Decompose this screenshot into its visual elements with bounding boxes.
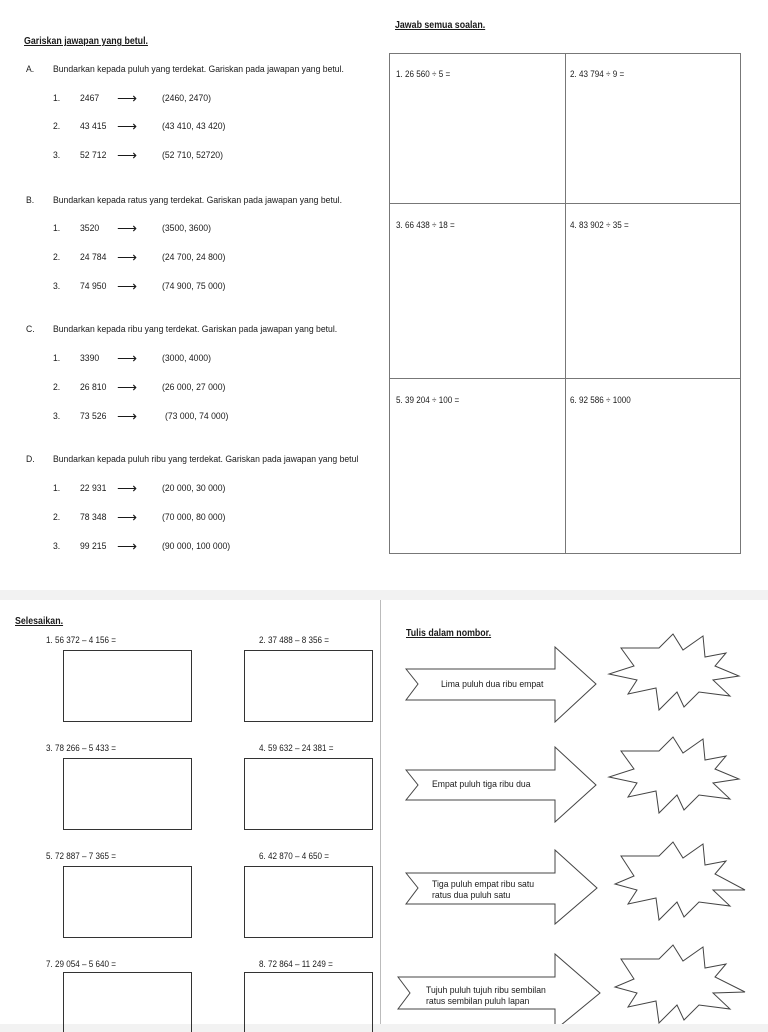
right-heading: Jawab semua soalan.: [395, 20, 486, 31]
number-words-line: ratus dua puluh satu: [432, 890, 511, 900]
question-label: 5. 39 204 ÷ 100 =: [396, 395, 460, 405]
section-instruction: Bundarkan kepada puluh yang terdekat. Gariskan pada jawapan yang betul.: [53, 64, 344, 75]
item-number: 1.: [53, 93, 61, 104]
item-number: 3.: [53, 281, 61, 292]
starburst-shape: [609, 634, 739, 710]
item-value: 24 784: [80, 252, 107, 263]
item-options[interactable]: (20 000, 30 000): [162, 483, 226, 494]
instruction-clip: [53, 454, 377, 468]
item-options[interactable]: (70 000, 80 000): [162, 512, 226, 523]
item-value: 26 810: [80, 382, 107, 393]
item-number: 3.: [53, 411, 61, 422]
question-label: 6. 42 870 – 4 650 =: [259, 851, 329, 861]
answer-cell[interactable]: [390, 54, 566, 204]
arrow-icon: ⟶: [117, 147, 138, 163]
item-options[interactable]: (26 000, 27 000): [162, 382, 226, 393]
starburst-shape: [615, 945, 745, 1023]
item-value: 73 526: [80, 411, 107, 422]
question-label: 1. 56 372 – 4 156 =: [46, 635, 116, 645]
section-letter: A.: [26, 64, 35, 75]
item-options[interactable]: (24 700, 24 800): [162, 252, 226, 263]
section-instruction: Bundarkan kepada puluh ribu yang terdekat. Gariskan pada jawapan yang betul: [53, 454, 359, 465]
arrow-icon: ⟶: [117, 350, 138, 366]
starburst-shape: [615, 842, 745, 920]
item-value: 78 348: [80, 512, 107, 523]
answer-cell[interactable]: [566, 204, 741, 379]
question-label: 2. 43 794 ÷ 9 =: [570, 69, 625, 79]
question-label: 3. 78 266 – 5 433 =: [46, 743, 116, 753]
item-options[interactable]: (74 900, 75 000): [162, 281, 226, 292]
left-heading: Selesaikan.: [15, 616, 64, 627]
arrow-icon: ⟶: [117, 379, 138, 395]
item-options[interactable]: (73 000, 74 000): [165, 411, 229, 422]
right-heading: Tulis dalam nombor.: [406, 628, 492, 639]
arrow-icon: ⟶: [117, 538, 138, 554]
section-letter: D.: [26, 454, 35, 465]
arrow-icon: ⟶: [117, 249, 138, 265]
answer-cell[interactable]: [566, 54, 741, 204]
item-options[interactable]: (90 000, 100 000): [162, 541, 231, 552]
section-letter: B.: [26, 195, 35, 206]
item-value: 22 931: [80, 483, 107, 494]
item-number: 3.: [53, 541, 61, 552]
answer-cell[interactable]: [566, 379, 741, 553]
item-value: 2467: [80, 93, 100, 104]
arrow-icon: ⟶: [117, 278, 138, 294]
item-number: 1.: [53, 483, 61, 494]
item-options[interactable]: (52 710, 52720): [162, 150, 223, 161]
number-words-line: Tiga puluh empat ribu satu: [432, 879, 535, 889]
arrow-icon: ⟶: [117, 480, 138, 496]
number-words-line: Lima puluh dua ribu empat: [441, 679, 544, 689]
column-divider: [380, 600, 381, 1024]
item-value: 43 415: [80, 121, 107, 132]
question-label: 4. 59 632 – 24 381 =: [259, 743, 334, 753]
item-options[interactable]: (3000, 4000): [162, 353, 211, 364]
question-label: 3. 66 438 ÷ 18 =: [396, 220, 455, 230]
item-value: 3390: [80, 353, 100, 364]
worksheet-bottom: [0, 600, 768, 1024]
arrow-icon: ⟶: [117, 509, 138, 525]
left-heading: Gariskan jawapan yang betul.: [24, 36, 148, 47]
arrow-icon: ⟶: [117, 408, 138, 424]
item-options[interactable]: (2460, 2470): [162, 93, 211, 104]
section-instruction: Bundarkan kepada ribu yang terdekat. Gariskan pada jawapan yang betul.: [53, 324, 338, 335]
item-number: 2.: [53, 382, 61, 393]
number-words-line: Tujuh puluh tujuh ribu sembilan: [426, 985, 546, 995]
question-label: 8. 72 864 – 11 249 =: [259, 959, 333, 969]
item-value: 99 215: [80, 541, 107, 552]
question-label: 7. 29 054 – 5 640 =: [46, 959, 116, 969]
answer-cell[interactable]: [390, 379, 566, 553]
section-instruction: Bundarkan kepada ratus yang terdekat. Gariskan pada jawapan yang betul.: [53, 195, 342, 206]
item-value: 74 950: [80, 281, 107, 292]
number-words-line: ratus sembilan puluh lapan: [426, 996, 530, 1006]
item-number: 3.: [53, 150, 61, 161]
arrow-icon: ⟶: [117, 118, 138, 134]
number-words-art: [0, 600, 768, 1024]
item-number: 2.: [53, 512, 61, 523]
item-value: 52 712: [80, 150, 107, 161]
number-words-line: Empat puluh tiga ribu dua: [432, 779, 531, 789]
question-label: 1. 26 560 ÷ 5 =: [396, 69, 451, 79]
question-label: 2. 37 488 – 8 356 =: [259, 635, 329, 645]
question-label: 6. 92 586 ÷ 1000: [570, 395, 631, 405]
division-answer-grid: [389, 53, 741, 554]
question-label: 4. 83 902 ÷ 35 =: [570, 220, 629, 230]
item-value: 3520: [80, 223, 100, 234]
item-options[interactable]: (43 410, 43 420): [162, 121, 226, 132]
item-options[interactable]: (3500, 3600): [162, 223, 211, 234]
arrow-icon: ⟶: [117, 220, 138, 236]
answer-cell[interactable]: [390, 204, 566, 379]
question-label: 5. 72 887 – 7 365 =: [46, 851, 116, 861]
arrow-icon: ⟶: [117, 90, 138, 106]
item-number: 1.: [53, 223, 61, 234]
item-number: 2.: [53, 252, 61, 263]
item-number: 2.: [53, 121, 61, 132]
starburst-shape: [609, 737, 739, 813]
section-letter: C.: [26, 324, 35, 335]
item-number: 1.: [53, 353, 61, 364]
